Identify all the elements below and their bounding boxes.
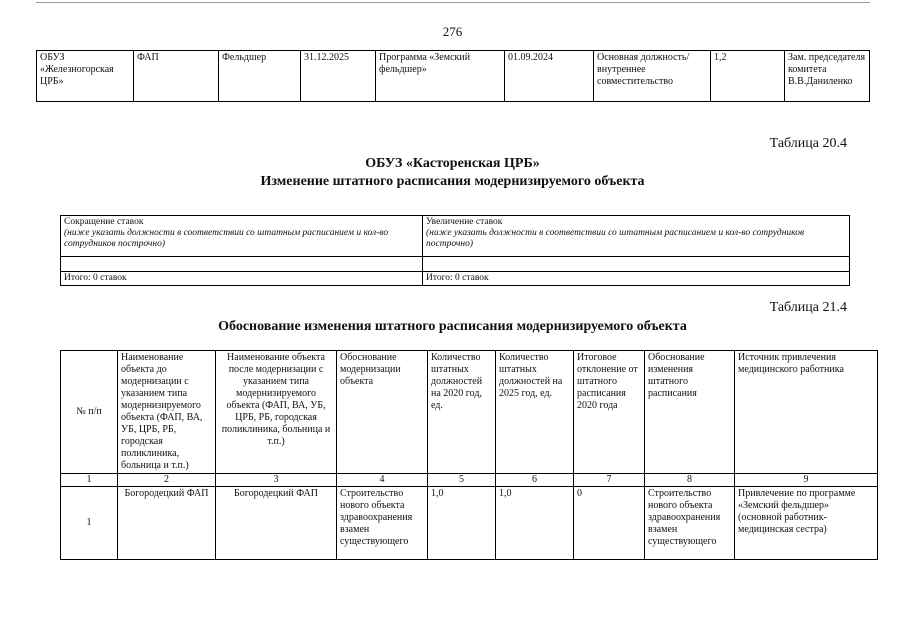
cell-employment-type: Основная должность/внутреннее совместительство xyxy=(594,51,711,102)
table-row xyxy=(61,257,850,272)
cell-organization: ОБУЗ «Железногорская ЦРБ» xyxy=(37,51,134,102)
increase-total: Итого: 0 ставок xyxy=(423,272,850,286)
table-row xyxy=(61,272,850,286)
empty-cell xyxy=(423,257,850,272)
page-number: 276 xyxy=(442,24,463,39)
staff-2025: 1,0 xyxy=(496,487,574,560)
justification-table xyxy=(60,350,878,560)
header-object-before: Наименование объекта до модернизации с указанием типа модернизируемого объекта (ФАП, ВА, УБ, ЦРБ, РБ, городская поликлиника, больница и т.п.) xyxy=(118,351,216,474)
deviation: 0 xyxy=(574,487,645,560)
reduction-header: Сокращение ставок xyxy=(64,217,144,227)
top-continuation-table xyxy=(36,50,870,102)
header-deviation: Итоговое отклонение от штатного расписания 2020 года xyxy=(574,351,645,474)
reduction-total: Итого: 0 ставок xyxy=(61,272,423,286)
table-row xyxy=(37,51,870,102)
table-row xyxy=(61,216,850,257)
object-after: Богородецкий ФАП xyxy=(216,487,337,560)
table-20-title: Изменение штатного расписания модернизируемого объекта xyxy=(260,174,645,189)
column-number: 8 xyxy=(645,474,735,487)
header-modernization-reason: Обоснование модернизации объекта xyxy=(337,351,428,474)
header-staff-change-reason: Обоснование изменения штатного расписания xyxy=(645,351,735,474)
cell-position: Фельдшер xyxy=(219,51,301,102)
modernization-reason: Строительство нового объекта здравоохранения взамен существующего xyxy=(337,487,428,560)
increase-header-cell xyxy=(423,216,850,257)
empty-cell xyxy=(61,257,423,272)
cell-object-type: ФАП xyxy=(134,51,219,102)
header-staff-2020: Количество штатных должностей на 2020 год, ед. xyxy=(428,351,496,474)
cell-program: Программа «Земский фельдшер» xyxy=(376,51,505,102)
column-number: 7 xyxy=(574,474,645,487)
row-number: 1 xyxy=(61,487,118,560)
column-number: 5 xyxy=(428,474,496,487)
column-number-row xyxy=(61,474,878,487)
table-20-caption: Таблица 20.4 xyxy=(769,136,847,151)
header-worker-source: Источник привлечения медицинского работника xyxy=(735,351,878,474)
table-header-row xyxy=(61,351,878,474)
top-rule xyxy=(36,2,870,3)
object-before: Богородецкий ФАП xyxy=(118,487,216,560)
table-20-title-org: ОБУЗ «Касторенская ЦРБ» xyxy=(365,156,540,171)
header-staff-2025: Количество штатных должностей на 2025 год, ед. xyxy=(496,351,574,474)
increase-header: Увеличение ставок xyxy=(426,217,503,227)
table-21-title: Обоснование изменения штатного расписания модернизируемого объекта xyxy=(218,319,687,334)
cell-responsible: Зам. председателя комитета В.В.Даниленко xyxy=(785,51,870,102)
column-number: 1 xyxy=(61,474,118,487)
header-object-after: Наименование объекта после модернизации с указанием типа модернизируемого объекта (ФАП, ВА, УБ, ЦРБ, РБ, городская поликлиника, больница и т.п.) xyxy=(216,351,337,474)
worker-source: Привлечение по программе «Земский фельдшер» (основной работник- медицинская сестра) xyxy=(735,487,878,560)
column-number: 4 xyxy=(337,474,428,487)
cell-date-end: 31.12.2025 xyxy=(301,51,376,102)
increase-note: (ниже указать должности в соответствии со штатным расписанием и кол-во сотрудников построчно) xyxy=(426,228,805,249)
header-row-number: № п/п xyxy=(61,351,118,474)
column-number: 9 xyxy=(735,474,878,487)
staff-change-table xyxy=(60,215,850,286)
cell-date-start: 01.09.2024 xyxy=(505,51,594,102)
table-21-caption: Таблица 21.4 xyxy=(769,300,847,315)
staff-change-reason: Строительство нового объекта здравоохранения взамен существующего xyxy=(645,487,735,560)
cell-rate: 1,2 xyxy=(711,51,785,102)
staff-2020: 1,0 xyxy=(428,487,496,560)
reduction-note: (ниже указать должности в соответствии со штатным расписанием и кол-во сотрудников построчно) xyxy=(64,228,389,249)
table-row xyxy=(61,487,878,560)
column-number: 3 xyxy=(216,474,337,487)
column-number: 2 xyxy=(118,474,216,487)
column-number: 6 xyxy=(496,474,574,487)
reduction-header-cell xyxy=(61,216,423,257)
